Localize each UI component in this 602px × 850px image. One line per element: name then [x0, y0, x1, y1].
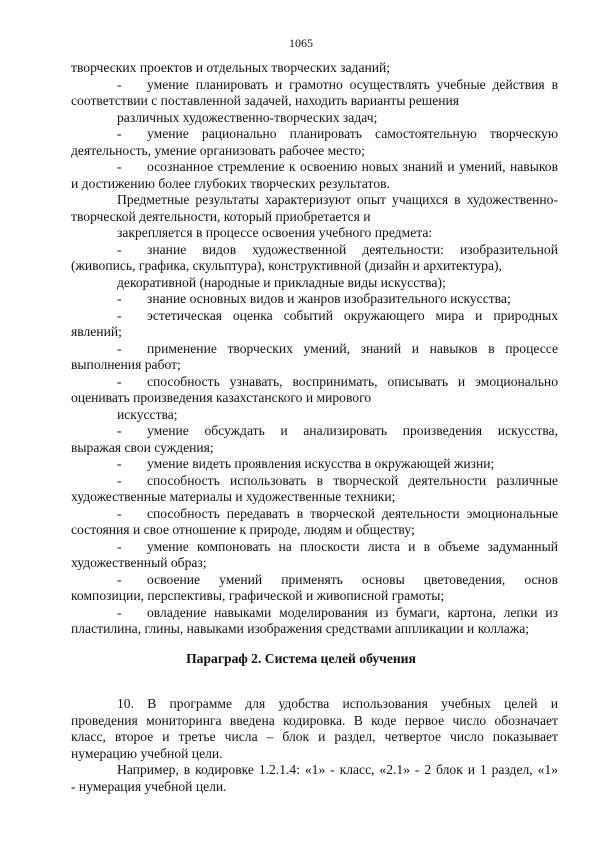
text-line [71, 762, 558, 779]
line-text: 10. В программе для удобства использования учебных целей и [117, 696, 558, 711]
line-text: композиции, перспективы, графической и живописной грамоты; [71, 588, 445, 603]
text-line [71, 407, 558, 424]
bullet-marker: - [117, 373, 122, 389]
bullet-marker: - [117, 604, 122, 620]
text-line [71, 209, 558, 226]
line-text: освоение умений применять основы цветоведения, основ [147, 571, 558, 587]
line-text: (живопись, графика, скульптура), конструктивной (дизайн и архитектура), [71, 258, 502, 273]
line-text: декоративной (народные и прикладные виды искусства); [117, 274, 446, 290]
line-text: искусства; [117, 406, 178, 422]
text-line [71, 779, 558, 796]
text-line [71, 696, 558, 713]
bullet-marker: - [117, 307, 122, 323]
line-text: соответствии с поставленной задачей, находить варианты решения [71, 93, 460, 108]
text-line [71, 159, 558, 176]
text-line [71, 572, 558, 589]
text-line [71, 258, 558, 275]
line-text: выполнения работ; [71, 357, 181, 372]
line-text: пластилина, глины, навыками изображения средствами аппликации и коллажа; [71, 621, 530, 636]
bullet-marker: - [117, 472, 122, 488]
line-text: - нумерация учебной цели. [71, 778, 227, 794]
line-text: овладение навыками моделирования из бумаги, картона, лепки из [147, 604, 558, 620]
text-line [71, 489, 558, 506]
text-line [71, 242, 558, 259]
text-line [71, 555, 558, 572]
line-text: умение обсуждать и анализировать произведения искусства, [147, 423, 558, 438]
text-line [71, 341, 558, 358]
line-text: различных художественно-творческих задач; [117, 109, 378, 125]
bullet-marker: - [117, 423, 122, 438]
text-line [71, 605, 558, 622]
line-text: художественный образ; [71, 555, 207, 570]
text-line [71, 374, 558, 391]
text-line [71, 746, 558, 763]
text-line [71, 275, 558, 292]
line-text: проведения мониторинга введена кодировка. В коде первое число обозначает [71, 712, 558, 728]
bullet-marker: - [117, 76, 122, 92]
text-line [71, 588, 558, 605]
line-text: осознанное стремление к освоению новых знаний и умений, навыков [147, 159, 558, 174]
page-number: 1065 [289, 36, 313, 50]
text-line [71, 539, 558, 556]
text-line [71, 192, 558, 209]
line-text: состояния и свое отношение к природе, людям и обществу; [71, 522, 415, 537]
line-text: творческой деятельности, который приобретается и [71, 208, 371, 224]
text-line [71, 93, 558, 110]
line-text: Например, в кодировке 1.2.1.4: «1» - класс, «2.1» - 2 блок и 1 раздел, «1» [117, 762, 558, 777]
line-text: творческих проектов и отдельных творческих заданий; [71, 60, 391, 75]
text-line [71, 143, 558, 160]
line-text: эстетическая оценка событий окружающего мира и природных [147, 307, 558, 323]
body-text [71, 60, 558, 638]
text-line [71, 621, 558, 638]
bullet-marker: - [117, 291, 122, 306]
line-text: художественные материалы и художественные техники; [71, 489, 396, 504]
text-line [71, 729, 558, 746]
text-line [71, 176, 558, 193]
text-line [71, 390, 558, 407]
line-text: Предметные результаты характеризуют опыт учащихся в художественно- [117, 192, 558, 207]
line-text: деятельность, умение организовать рабочее место; [71, 142, 365, 158]
text-line [71, 357, 558, 374]
text-line [71, 110, 558, 127]
line-text: явлений; [71, 324, 122, 339]
text-line [71, 291, 558, 308]
line-text: умение планировать и грамотно осуществлять учебные действия в [147, 76, 558, 92]
line-text: оценивать произведения казахстанского и мирового [71, 390, 372, 405]
line-text: закрепляется в процессе освоения учебного предмета: [117, 225, 433, 240]
text-line [71, 713, 558, 730]
text-line [71, 77, 558, 94]
line-text: класс, второе и третье числа – блок и раздел, четвертое число показывает [71, 729, 558, 744]
bullet-marker: - [117, 126, 122, 141]
text-line [71, 308, 558, 325]
line-text: знание основных видов и жанров изобразительного искусства; [147, 291, 511, 306]
line-text: способность узнавать, воспринимать, описывать и эмоционально [147, 373, 558, 389]
bullet-marker: - [117, 241, 122, 257]
text-line [71, 456, 558, 473]
line-text: знание видов художественной деятельности: изобразительной [147, 241, 558, 257]
section-heading: Параграф 2. Система целей обучения [186, 651, 416, 666]
text-line [71, 225, 558, 242]
line-text: способность передавать в творческой деятельности эмоциональные [147, 505, 558, 521]
text-line [71, 473, 558, 490]
text-line [71, 506, 558, 523]
text-line [71, 522, 558, 539]
line-text: способность использовать в творческой деятельности различные [147, 472, 558, 488]
text-line [71, 440, 558, 457]
line-text: применение творческих умений, знаний и навыков в процессе [147, 340, 558, 356]
line-text: нумерацию учебной цели. [71, 745, 223, 761]
text-line [71, 126, 558, 143]
text-line [71, 324, 558, 341]
bullet-marker: - [117, 571, 122, 587]
line-text: умение компоновать на плоскости листа и в объеме задуманный [147, 538, 558, 554]
text-line [71, 423, 558, 440]
line-text: умение видеть проявления искусства в окружающей жизни; [147, 456, 495, 471]
bullet-marker: - [117, 505, 122, 521]
bullet-marker: - [117, 159, 122, 174]
bullet-marker: - [117, 456, 122, 471]
line-text: и достижению более глубоких творческих результатов. [71, 175, 390, 191]
text-line [71, 60, 558, 77]
line-text: умение рационально планировать самостоятельную творческую [147, 126, 558, 141]
bullet-marker: - [117, 340, 122, 356]
section-paragraph [71, 696, 558, 795]
line-text: выражая свои суждения; [71, 439, 214, 455]
bullet-marker: - [117, 538, 122, 554]
